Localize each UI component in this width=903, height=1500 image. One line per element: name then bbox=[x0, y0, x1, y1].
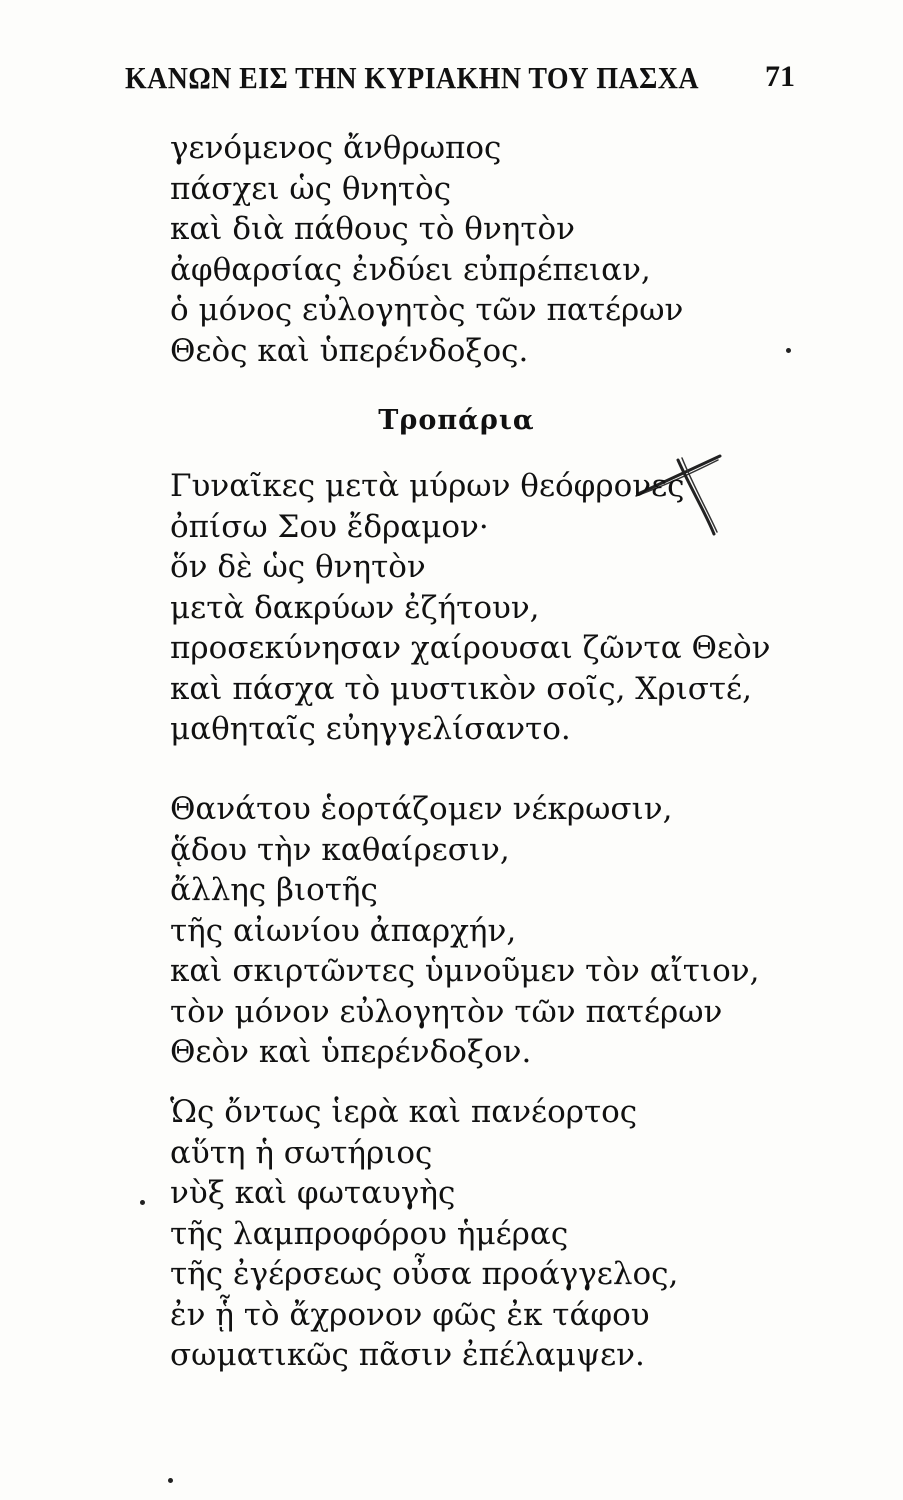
stanza-1 bbox=[170, 128, 770, 371]
verse-line: τῆς λαμπροφόρου ἡμέρας bbox=[170, 1215, 569, 1252]
running-title: ΚΑΝΩΝ ΕΙΣ ΤΗΝ ΚΥΡΙΑΚΗΝ ΤΟΥ ΠΑΣΧΑ bbox=[125, 60, 700, 95]
verse-line: καὶ σκιρτῶντες ὑμνοῦμεν τὸν αἴτιον, bbox=[170, 953, 760, 989]
verse-line: προσεκύνησαν χαίρουσαι ζῶντα Θεὸν bbox=[170, 630, 771, 666]
verse-line: νὺξ καὶ φωταυγὴς bbox=[170, 1175, 456, 1211]
verse-line: γενόμενος ἄνθρωπος bbox=[170, 130, 502, 166]
verse-line: τὸν μόνον εὐλογητὸν τῶν πατέρων bbox=[170, 993, 723, 1030]
verse-line: Γυναῖκες μετὰ μύρων θεόφρονες bbox=[170, 468, 685, 504]
verse-line: καὶ πάσχα τὸ μυστικὸν σοῖς, Χριστέ, bbox=[170, 670, 752, 707]
stanza-2 bbox=[170, 466, 770, 750]
verse-line: ἐν ᾗ τὸ ἄχρονον φῶς ἐκ τάφου bbox=[170, 1296, 650, 1333]
verse-line: τῆς ἐγέρσεως οὖσα προάγγελος, bbox=[170, 1256, 679, 1292]
verse-line: Ὡς ὄντως ἱερὰ καὶ πανέορτος bbox=[170, 1094, 638, 1130]
running-head bbox=[125, 60, 805, 104]
verse-line: μετὰ δακρύων ἐζήτουν, bbox=[170, 589, 540, 626]
stanza-3 bbox=[170, 789, 770, 1073]
print-speck bbox=[168, 1478, 173, 1483]
verse-line: Θανάτου ἑορτάζομεν νέκρωσιν, bbox=[170, 791, 673, 827]
verse-line: ὀπίσω Σου ἔδραμον· bbox=[170, 508, 489, 545]
verse-line: αὕτη ἡ σωτήριος bbox=[170, 1134, 433, 1171]
verse-line: ἄλλης βιοτῆς bbox=[170, 872, 378, 908]
verse-line: ᾅδου τὴν καθαίρεσιν, bbox=[170, 831, 510, 868]
stanza-4 bbox=[170, 1092, 770, 1376]
verse-line: καὶ διὰ πάθους τὸ θνητὸν bbox=[170, 211, 576, 247]
print-speck bbox=[786, 348, 791, 353]
verse-line: σωματικῶς πᾶσιν ἐπέλαμψεν. bbox=[170, 1337, 645, 1373]
verse-line: τῆς αἰωνίου ἀπαρχήν, bbox=[170, 912, 517, 949]
section-heading: Τροπάρια bbox=[378, 405, 535, 436]
verse-line: Θεὸς καὶ ὑπερένδοξος. bbox=[170, 332, 529, 369]
verse-line: ἀφθαρσίας ἐνδύει εὐπρέπειαν, bbox=[170, 251, 651, 288]
verse-line: ὅν δὲ ὡς θνητὸν bbox=[170, 549, 426, 585]
verse-line: πάσχει ὡς θνητὸς bbox=[170, 170, 452, 207]
page-number: 71 bbox=[765, 60, 795, 93]
verse-line: μαθηταῖς εὐηγγελίσαντο. bbox=[170, 711, 571, 747]
verse-line: Θεὸν καὶ ὑπερένδοξον. bbox=[170, 1034, 532, 1070]
verse-line: ὁ μόνος εὐλογητὸς τῶν πατέρων bbox=[170, 292, 684, 328]
print-speck bbox=[140, 1200, 145, 1205]
